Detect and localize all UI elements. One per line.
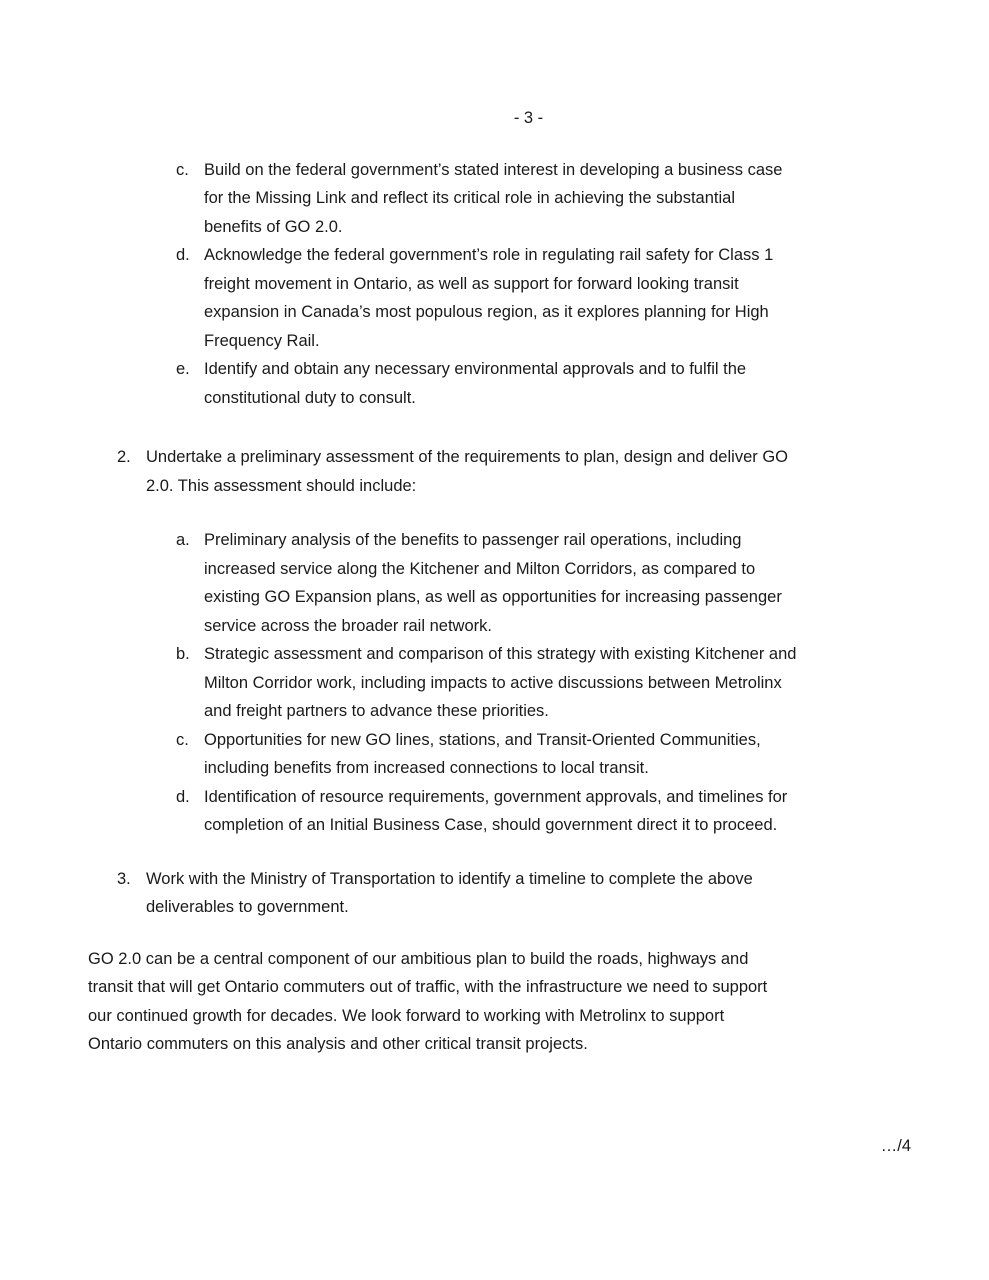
list-item-b <box>176 640 911 726</box>
list-item-text <box>146 865 911 922</box>
list-marker: a. <box>176 531 190 549</box>
lettered-sublist-c-e <box>88 156 911 413</box>
list-item-text <box>204 640 911 726</box>
lettered-sublist-a-d <box>88 526 911 840</box>
numbered-item-2 <box>117 443 911 500</box>
text-line: Opportunities for new GO lines, stations, and Transit-Oriented Communities, <box>204 730 761 749</box>
text-line: GO 2.0 can be a central component of our ambitious plan to build the roads, highways and <box>88 949 749 968</box>
text-line: including benefits from increased connections to local transit. <box>204 759 649 777</box>
text-line: existing GO Expansion plans, as well as opportunities for increasing passenger <box>204 588 782 606</box>
list-item-text <box>146 443 911 500</box>
closing-paragraph <box>88 945 911 1059</box>
text-line: constitutional duty to consult. <box>204 388 416 407</box>
list-item-c2 <box>176 726 911 783</box>
list-item-c <box>176 156 911 242</box>
text-line: Frequency Rail. <box>204 331 320 350</box>
text-line: Identify and obtain any necessary environmental approvals and to fulfil the <box>204 360 747 378</box>
text-line: completion of an Initial Business Case, should government direct it to proceed. <box>204 816 778 834</box>
list-item-text <box>204 726 911 783</box>
text-line: Build on the federal government’s stated interest in developing a business case <box>204 160 783 179</box>
text-line: Strategic assessment and comparison of this strategy with existing Kitchener and <box>204 645 797 663</box>
text-line: Milton Corridor work, including impacts to active discussions between Metrolinx <box>204 673 782 692</box>
text-line: service across the broader rail network. <box>204 616 492 635</box>
text-line: Preliminary analysis of the benefits to passenger rail operations, including <box>204 531 742 549</box>
numbered-item-3 <box>117 865 911 922</box>
list-item-a <box>176 526 911 640</box>
page-continuation-mark: …/4 <box>880 1136 911 1155</box>
list-item-d <box>176 241 911 355</box>
list-marker: b. <box>176 645 190 663</box>
text-line: for the Missing Link and reflect its critical role in achieving the substantial <box>204 189 736 207</box>
list-item-e <box>176 355 911 412</box>
list-marker: e. <box>176 360 190 378</box>
text-line: Acknowledge the federal government’s role in regulating rail safety for Class 1 <box>204 246 774 264</box>
text-line: Work with the Ministry of Transportation to identify a timeline to complete the above <box>146 869 753 888</box>
list-item-text <box>204 156 911 242</box>
text-line: Identification of resource requirements, government approvals, and timelines for <box>204 787 788 806</box>
text-line: freight movement in Ontario, as well as support for forward looking transit <box>204 274 739 293</box>
list-marker: c. <box>176 160 189 179</box>
text-line: increased service along the Kitchener and Milton Corridors, as compared to <box>204 559 756 578</box>
text-line: benefits of GO 2.0. <box>204 217 343 236</box>
list-marker: d. <box>176 246 190 264</box>
text-line: transit that will get Ontario commuters out of traffic, with the infrastructure we need to support <box>88 978 768 996</box>
list-item-text <box>204 783 911 840</box>
list-item-text <box>204 355 911 412</box>
text-line: Undertake a preliminary assessment of the requirements to plan, design and deliver GO <box>146 448 788 466</box>
list-item-text <box>204 241 911 355</box>
text-line: and freight partners to advance these priorities. <box>204 702 549 720</box>
list-marker: d. <box>176 787 190 806</box>
text-line: expansion in Canada’s most populous region, as it explores planning for High <box>204 303 769 321</box>
text-line: our continued growth for decades. We look forward to working with Metrolinx to support <box>88 1006 725 1025</box>
text-line: deliverables to government. <box>146 898 349 916</box>
list-marker: c. <box>176 730 189 749</box>
list-item-text <box>204 526 911 640</box>
list-marker: 3. <box>117 869 131 888</box>
text-line: 2.0. This assessment should include: <box>146 476 417 495</box>
page-number: - 3 - <box>513 109 544 127</box>
list-marker: 2. <box>117 448 131 466</box>
text-line: Ontario commuters on this analysis and other critical transit projects. <box>88 1035 588 1053</box>
list-item-d2 <box>176 783 911 840</box>
